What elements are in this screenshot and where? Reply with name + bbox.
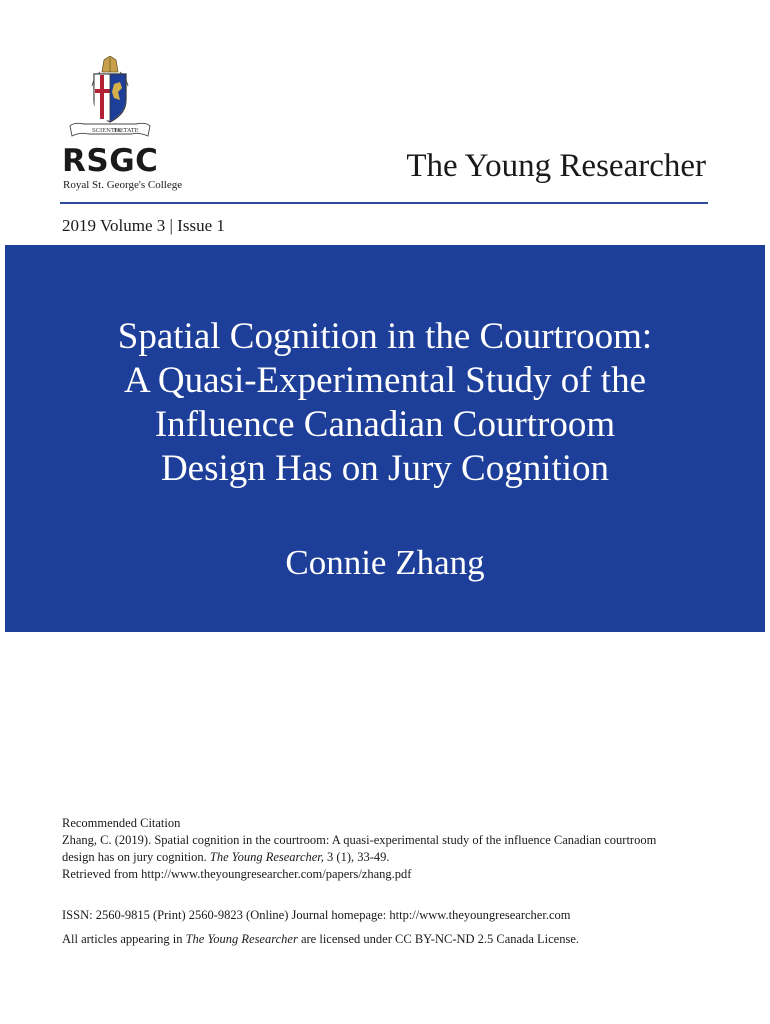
logo-subtitle: Royal St. George's College: [63, 179, 183, 191]
journal-name: The Young Researcher,: [209, 850, 324, 864]
svg-text:SCIENTIA: SCIENTIA: [92, 128, 121, 134]
license-line: All articles appearing in The Young Researcher are licensed under CC BY-NC-ND 2.5 Canada License.: [62, 932, 580, 946]
citation-url[interactable]: Retrieved from http://www.theyoungresearcher.com/papers/zhang.pdf: [62, 867, 412, 881]
issue-line: 2019 Volume 3 | Issue 1: [62, 216, 225, 235]
title-banner: [5, 245, 765, 632]
paper-title-line: A Quasi-Experimental Study of the: [123, 360, 646, 401]
author-name: Connie Zhang: [285, 543, 485, 582]
svg-text:PIETATE: PIETATE: [114, 128, 139, 134]
crest-logo-icon: [64, 56, 156, 144]
paper-title: [5, 315, 765, 491]
issn-line: ISSN: 2560-9815 (Print) 2560-9823 (Online) Journal homepage: http://www.theyoungresearcher.com: [62, 908, 571, 922]
citation-heading: Recommended Citation: [62, 816, 181, 830]
citation-line: design has on jury cognition. The Young Researcher, 3 (1), 33-49.: [62, 850, 390, 864]
logo-wordmark: RSGC: [62, 143, 159, 179]
citation-line: Zhang, C. (2019). Spatial cognition in the courtroom: A quasi-experimental study of the influence Canadian courtroom: [62, 833, 657, 847]
journal-title: The Young Researcher: [406, 148, 706, 184]
paper-title-line: Spatial Cognition in the Courtroom:: [117, 316, 653, 357]
header-divider: [60, 202, 708, 204]
journal-name: The Young Researcher: [185, 932, 298, 946]
paper-title-line: Design Has on Jury Cognition: [160, 448, 610, 489]
paper-title-line: Influence Canadian Courtroom: [154, 404, 616, 445]
recommended-citation: [62, 815, 712, 883]
